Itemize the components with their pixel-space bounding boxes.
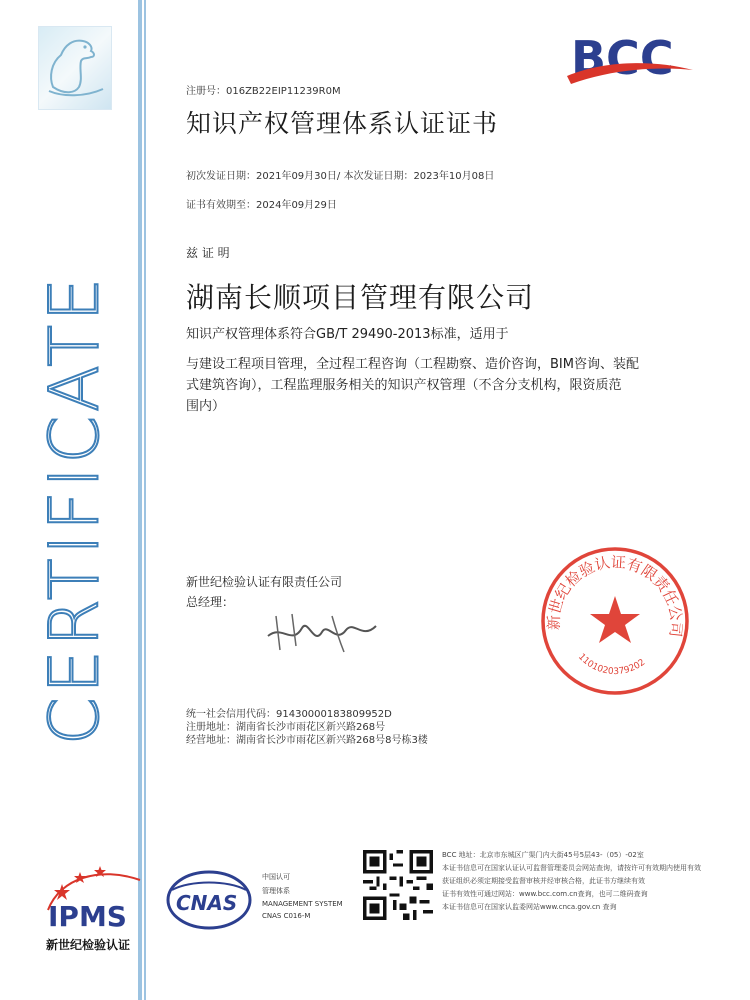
banner-line bbox=[144, 0, 146, 1000]
ipms-logo bbox=[40, 860, 150, 955]
cnas-caption: MANAGEMENT SYSTEM bbox=[262, 900, 343, 908]
bcc-footer-line: 获证组织必须定期接受监督审核并经审核合格，此证书方继续有效 bbox=[442, 877, 645, 885]
certificate-vertical-word: CERTIFICATE bbox=[35, 274, 115, 745]
qr-code[interactable] bbox=[363, 850, 433, 920]
certificate-side-banner bbox=[0, 0, 146, 1000]
cnas-caption: CNAS C016-M bbox=[262, 912, 311, 920]
issuer-name: 新世纪检验认证有限责任公司 bbox=[186, 575, 343, 589]
beaver-icon bbox=[39, 27, 111, 109]
scope-line: 式建筑咨询），工程监理服务相关的知识产权管理（不含分支机构，限资质范 bbox=[186, 378, 622, 393]
seal-number: 1101020379202 bbox=[575, 652, 648, 678]
banner-line bbox=[138, 0, 142, 1000]
signature bbox=[262, 606, 382, 656]
bcc-footer-line: BCC 地址：北京市东城区广渠门内大街45号5层43-（05）-02室 bbox=[442, 851, 644, 859]
company-name: 湖南长顺项目管理有限公司 bbox=[186, 281, 535, 314]
certificate-title: 知识产权管理体系认证证书 bbox=[186, 109, 499, 138]
issue-dates: 初次发证日期：2021年09月30日/ 本次发证日期：2023年10月08日 bbox=[186, 171, 495, 182]
general-manager-label: 总经理： bbox=[186, 595, 235, 609]
credit-code: 统一社会信用代码：91430000183809952D bbox=[186, 709, 392, 720]
bcc-footer-line: 本证书信息可在国家认监委网站www.cnca.gov.cn 查询 bbox=[442, 903, 617, 911]
cnas-caption: 中国认可 bbox=[262, 873, 290, 881]
cnas-caption: 管理体系 bbox=[262, 887, 290, 895]
ipms-caption: 新世纪检验认证 bbox=[46, 938, 131, 952]
scope-line: 与建设工程项目管理，全过程工程咨询（工程勘察、造价咨询，BIM咨询、装配 bbox=[186, 357, 639, 372]
registration-number: 注册号：016ZB22EIP11239R0M bbox=[186, 86, 341, 97]
registered-address: 注册地址：湖南省长沙市雨花区新兴路268号 bbox=[186, 722, 386, 733]
valid-until: 证书有效期至：2024年09月29日 bbox=[186, 200, 337, 211]
svg-text:1101020379202 bbox=[576, 652, 647, 677]
ipms-logo-text: IPMS bbox=[48, 900, 127, 930]
bcc-logo-text: BCC bbox=[571, 31, 674, 85]
bcc-logo bbox=[565, 30, 695, 90]
cnas-logo-text: CNAS bbox=[176, 891, 238, 915]
company-seal bbox=[538, 544, 692, 698]
ipms-mark bbox=[40, 860, 150, 930]
seal-text: 新世纪检验认证有限责任公司 bbox=[544, 553, 686, 638]
bcc-footer-line: 本证书信息可在国家认证认可监督管理委员会网站查询，请按许可有效期内使用有效 bbox=[442, 864, 701, 872]
operating-address: 经营地址：湖南省长沙市雨花区新兴路268号8号栋3楼 bbox=[186, 735, 428, 746]
bcc-footer-line: 证书有效性可通过网站：www.bcc.com.cn查询，也可二维码查询 bbox=[442, 890, 648, 898]
certify-label: 兹 证 明 bbox=[186, 246, 230, 260]
scope-line: 围内） bbox=[186, 399, 226, 414]
beaver-logo bbox=[38, 26, 112, 110]
standard-statement: 知识产权管理体系符合GB/T 29490-2013标准，适用于 bbox=[186, 327, 509, 342]
cnas-logo bbox=[166, 868, 252, 932]
